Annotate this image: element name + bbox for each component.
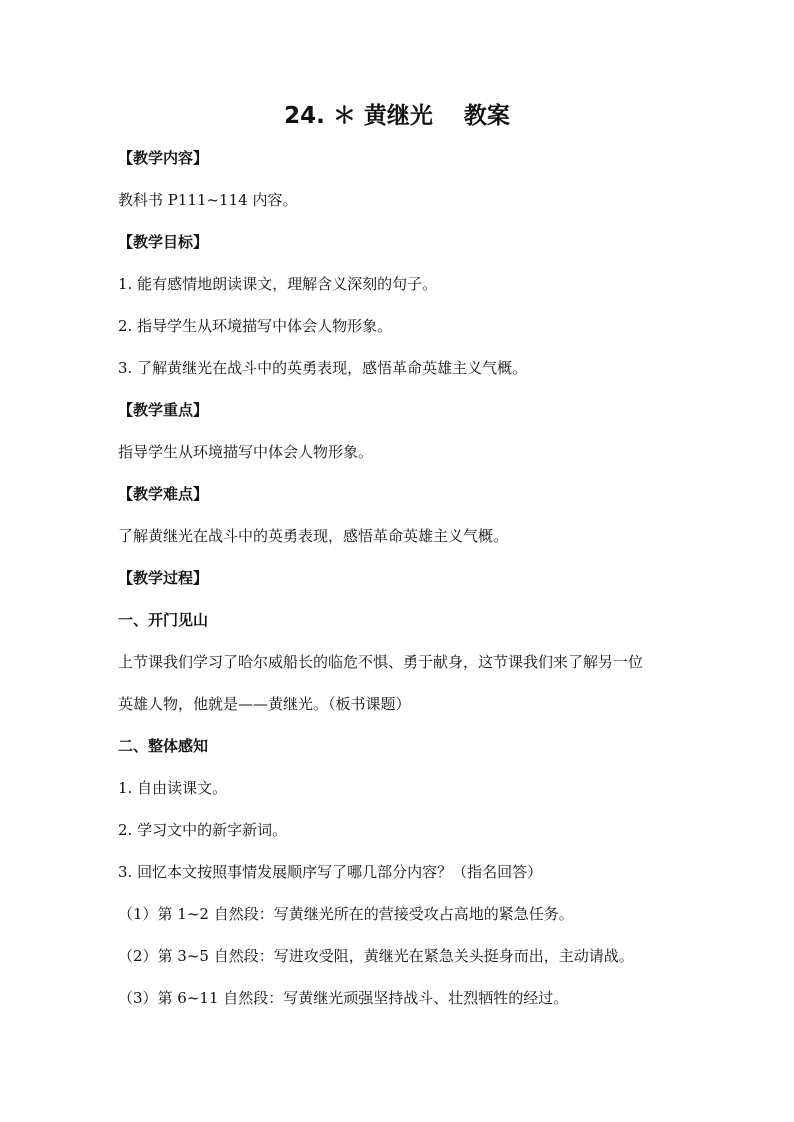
page-title: 24. ＊ 黄继光 教案 (284, 103, 510, 129)
sub-list-item: （1）第 1~2 自然段：写黄继光所在的营接受攻占高地的紧急任务。 (118, 905, 574, 923)
paragraph-line: 上节课我们学习了哈尔威船长的临危不惧、勇于献身，这节课我们来了解另一位 (118, 653, 644, 671)
part-heading-opening: 一、开门见山 (118, 611, 209, 629)
goal-item: 2. 指导学生从环境描写中体会人物形象。 (118, 317, 393, 335)
section-heading-process: 【教学过程】 (118, 569, 209, 587)
goal-item: 1. 能有感情地朗读课文，理解含义深刻的句子。 (118, 275, 438, 293)
section-heading-content: 【教学内容】 (118, 149, 209, 167)
list-item: 3. 回忆本文按照事情发展顺序写了哪几部分内容？（指名回答） (118, 863, 543, 881)
key-points-text: 指导学生从环境描写中体会人物形象。 (118, 443, 374, 461)
content-text: 教科书 P111~114 内容。 (118, 191, 298, 209)
list-item: 2. 学习文中的新字新词。 (118, 821, 288, 839)
list-item: 1. 自由读课文。 (118, 779, 228, 797)
section-heading-key-points: 【教学重点】 (118, 401, 209, 419)
sub-list-item: （2）第 3~5 自然段：写进攻受阻，黄继光在紧急关头挺身而出，主动请战。 (118, 947, 634, 965)
section-heading-difficulties: 【教学难点】 (118, 485, 209, 503)
part-heading-overview: 二、整体感知 (118, 737, 209, 755)
goal-item: 3. 了解黄继光在战斗中的英勇表现，感悟革命英雄主义气概。 (118, 359, 528, 377)
paragraph-line: 英雄人物，他就是——黄继光。（板书课题） (118, 695, 411, 713)
difficulties-text: 了解黄继光在战斗中的英勇表现，感悟革命英雄主义气概。 (118, 527, 509, 545)
sub-list-item: （3）第 6~11 自然段：写黄继光顽强坚持战斗、壮烈牺牲的经过。 (118, 989, 569, 1007)
section-heading-goals: 【教学目标】 (118, 233, 209, 251)
